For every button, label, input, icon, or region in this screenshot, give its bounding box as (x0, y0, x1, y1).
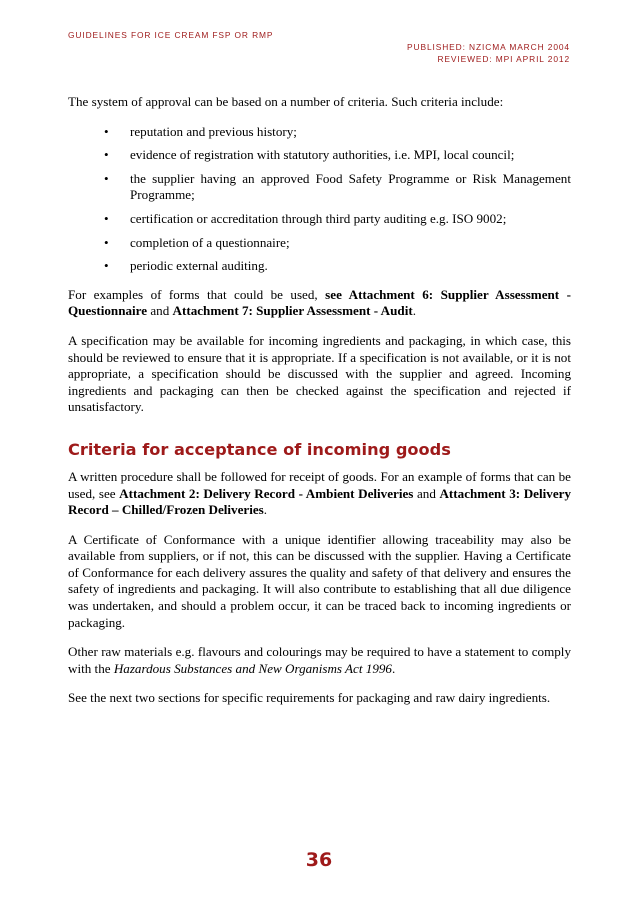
examples-paragraph (68, 287, 571, 320)
list-item (68, 235, 571, 252)
list-item (68, 211, 571, 228)
bullet-icon: • (104, 147, 109, 163)
page-number: 36 (305, 849, 333, 871)
list-item (68, 124, 571, 141)
list-item-text: reputation and previous history; (130, 123, 297, 139)
specification-paragraph: A specification may be available for incoming ingredients and packaging, in which case, this should be reviewed to ensure that it is appropriate. If a specification is not available, or it is not appropriate, a specification should be discussed with the supplier and agreed. Incoming ingredients and packaging can then be checked against the specification and rejected if unsatisfactory. (68, 332, 571, 415)
attachment-2-reference: Attachment 2: Delivery Record - Ambient Deliveries (119, 485, 414, 501)
procedure-conjunction: and (413, 485, 440, 501)
act-title: Hazardous Substances and New Organisms Act 1996 (113, 660, 392, 676)
procedure-paragraph (68, 469, 571, 519)
running-header-title: GUIDELINES FOR ICE CREAM FSP OR RMP (68, 30, 274, 40)
bullet-icon: • (104, 234, 109, 250)
examples-end: . (412, 303, 416, 319)
procedure-text: A written procedure shall be followed for receipt of goods. For an example of forms that can be used, see (68, 468, 571, 501)
list-item-text: completion of a questionnaire; (130, 234, 290, 250)
bullet-icon: • (104, 258, 109, 274)
attachment-3-reference: Attachment 3: Delivery Record – Chilled/Frozen Deliveries (68, 485, 571, 518)
procedure-end: . (263, 502, 268, 518)
raw-materials-end: . (391, 660, 396, 676)
raw-materials-text: Other raw materials e.g. flavours and colourings may be required to have a statement to comply with the (68, 644, 571, 676)
bullet-icon: • (104, 123, 109, 139)
bullet-icon: • (104, 210, 109, 226)
section-heading: Criteria for acceptance of incoming goods (68, 439, 451, 459)
list-item-text: certification or accreditation through third party auditing e.g. ISO 9002; (130, 210, 507, 226)
list-item-text: the supplier having an approved Food Safety Programme or Risk Management Programme; (130, 170, 571, 203)
list-item (68, 171, 571, 204)
page-body (68, 94, 571, 720)
intro-paragraph: The system of approval can be based on a number of criteria. Such criteria include: (68, 94, 504, 109)
list-item (68, 258, 571, 275)
raw-materials-paragraph (68, 644, 571, 677)
certificate-paragraph: A Certificate of Conformance with a unique identifier allowing traceability may also be available from suppliers, or if not, this can be discussed with the supplier. Having a Certificate of Conformance for each delivery assures the quality and safety of that delivery and ensures the safety of ingredients and packaging. It will also contribute to establishing that all due diligence was undertaken, and should a problem occur, it can be traced back to incoming ingredients or packaging. (68, 531, 571, 630)
criteria-list (68, 124, 571, 275)
reviewed-line: REVIEWED: MPI APRIL 2012 (437, 54, 570, 64)
bullet-icon: • (104, 170, 109, 186)
examples-text: For examples of forms that could be used, (68, 286, 326, 302)
published-line: PUBLISHED: NZICMA MARCH 2004 (407, 42, 570, 52)
list-item-text: evidence of registration with statutory authorities, i.e. MPI, local council; (130, 147, 515, 163)
next-sections-paragraph: See the next two sections for specific requirements for packaging and raw dairy ingredients. (68, 690, 551, 706)
list-item (68, 147, 571, 164)
running-header-publication (407, 41, 570, 65)
examples-conjunction: and (147, 303, 173, 319)
list-item-text: periodic external auditing. (130, 258, 268, 274)
attachment-6-reference: see Attachment 6: Supplier Assessment - Questionnaire (68, 286, 571, 319)
attachment-7-reference: Attachment 7: Supplier Assessment - Audit (172, 303, 413, 319)
